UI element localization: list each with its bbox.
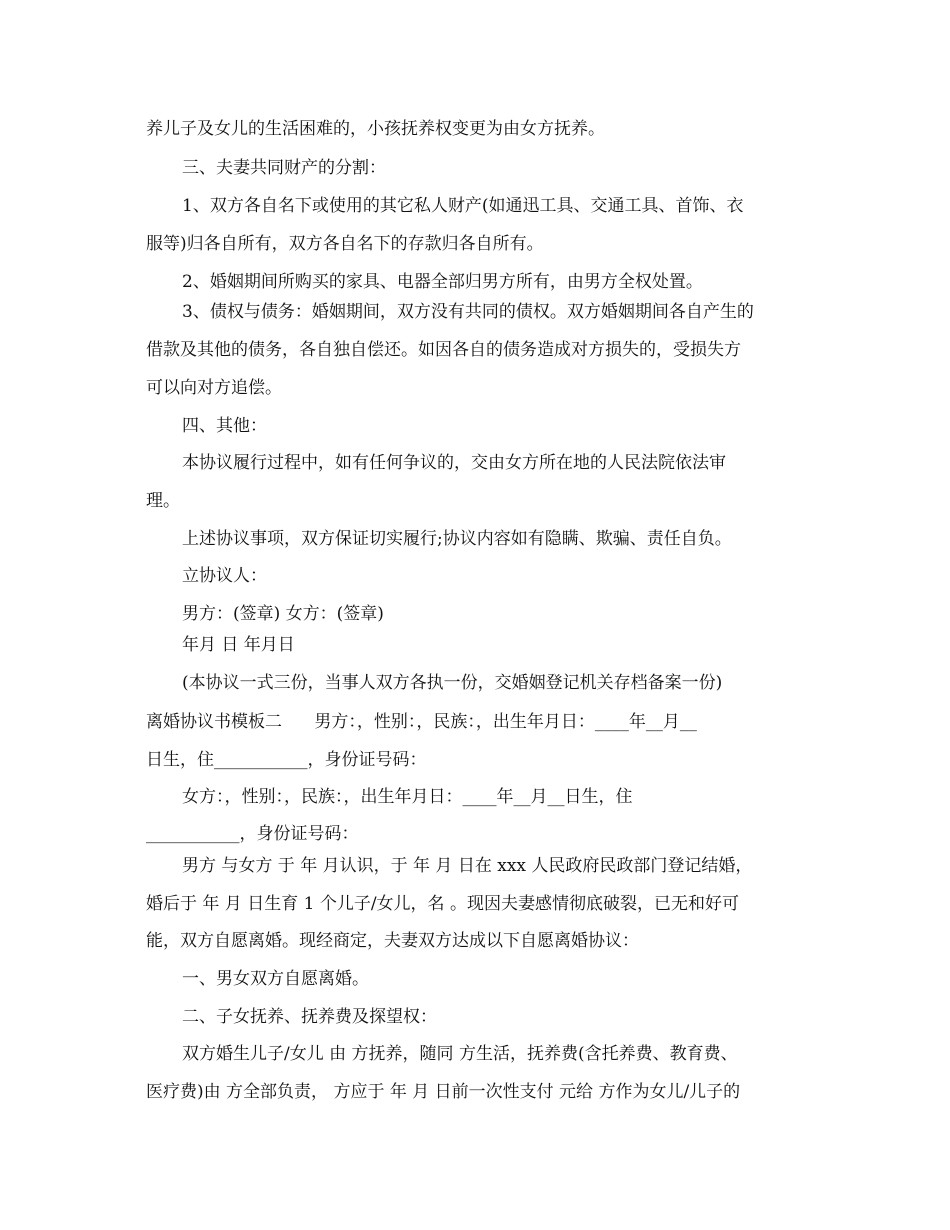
text-line: 借款及其他的债务，各自独自偿还。如因各自的债务造成对方损失的，受损失方 xyxy=(146,340,741,360)
text-line: 可以向对方追偿。 xyxy=(146,378,282,398)
section-heading: 三、夫妻共同财产的分割： xyxy=(182,158,386,178)
text-line: 女方：，性别：，民族：，出生年月日：____年__月__日生，住 xyxy=(182,787,633,807)
text-line: 养儿子及女儿的生活困难的，小孩抚养权变更为由女方抚养。 xyxy=(146,119,605,139)
text-line: 2、婚姻期间所购买的家具、电器全部归男方所有，由男方全权处置。 xyxy=(182,272,703,292)
text-line: 双方婚生儿子/女儿 由 方抚养，随同 方生活，抚养费(含托养费、教育费、 xyxy=(182,1044,738,1064)
section-heading: 二、子女抚养、抚养费及探望权： xyxy=(182,1007,437,1027)
text-line: 上述协议事项，双方保证切实履行;协议内容如有隐瞒、欺骗、责任自负。 xyxy=(182,529,732,549)
text-line: 医疗费)由 方全部负责， 方应于 年 月 日前一次性支付 元给 方作为女儿/儿子的 xyxy=(146,1082,741,1102)
text-line: 服等)归各自所有，双方各自名下的存款归各自所有。 xyxy=(146,234,544,254)
text-line: 男方 与女方 于 年 月认识，于 年 月 日在 xxx 人民政府民政部门登记结婚， xyxy=(182,856,753,876)
text-line: (本协议一式三份，当事人双方各执一份，交婚姻登记机关存档备案一份) xyxy=(182,673,723,693)
text-line: 理。 xyxy=(146,491,180,511)
section-heading: 一、男女双方自愿离婚。 xyxy=(182,969,369,989)
text-line: 婚后于 年 月 日生育 1 个儿子/女儿，名 。现因夫妻感情彻底破裂，已无和好可 xyxy=(146,894,739,914)
text-line: 3、债权与债务：婚姻期间，双方没有共同的债权。双方婚姻期间各自产生的 xyxy=(182,302,754,322)
date-line: 年月 日 年月日 xyxy=(182,635,295,655)
template-heading-line: 离婚协议书模板二 男方：，性别：，民族：，出生年月日：____年__月__ xyxy=(146,712,697,732)
section-heading: 四、其他： xyxy=(182,416,267,436)
text-line: 立协议人： xyxy=(182,566,267,586)
signature-line: 男方：(签章) 女方：(签章) xyxy=(182,604,384,624)
text-line: 1、双方各自名下或使用的其它私人财产(如通迅工具、交通工具、首饰、衣 xyxy=(182,196,744,216)
text-line: 本协议履行过程中，如有任何争议的，交由女方所在地的人民法院依法审 xyxy=(182,453,726,473)
text-line: 日生，住___________，身份证号码： xyxy=(146,750,427,770)
text-line: ___________，身份证号码： xyxy=(146,824,359,844)
text-line: 能，双方自愿离婚。现经商定，夫妻双方达成以下自愿离婚协议： xyxy=(146,931,639,951)
